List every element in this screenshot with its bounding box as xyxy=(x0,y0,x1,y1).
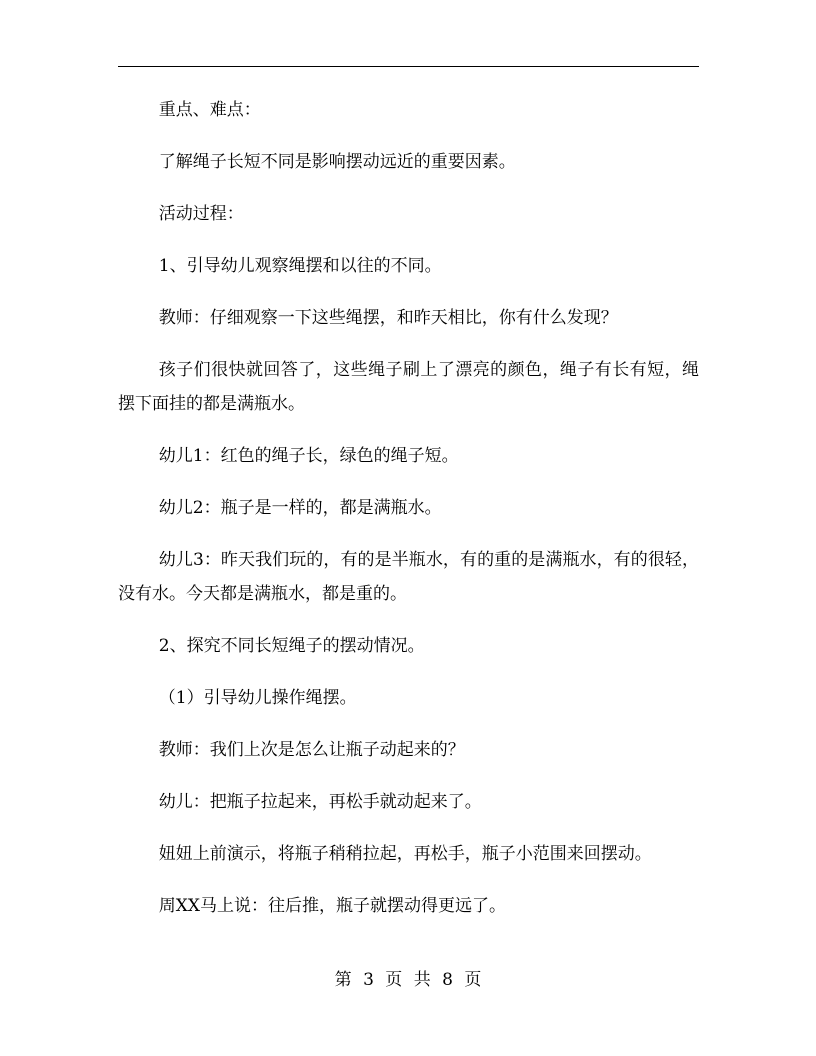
paragraph-teacher-question-2: 教师：我们上次是怎么让瓶子动起来的？ xyxy=(158,740,465,760)
paragraph-teacher-question-1: 教师：仔细观察一下这些绳摆，和昨天相比，你有什么发现？ xyxy=(158,308,618,328)
page-number-footer: 第 3 页 共 8 页 xyxy=(334,970,482,990)
header-rule xyxy=(118,66,699,67)
paragraph-zhou-says: 周XX马上说：往后推，瓶子就摆动得更远了。 xyxy=(158,896,507,916)
paragraph-key-points: 重点、难点： xyxy=(158,100,261,120)
paragraph-demonstration: 妞妞上前演示，将瓶子稍稍拉起，再松手，瓶子小范围来回摆动。 xyxy=(158,844,652,864)
paragraph-children-answer: 孩子们很快就回答了，这些绳子刷上了漂亮的颜色，绳子有长有短，绳摆下面挂的都是满瓶水。 xyxy=(118,360,699,414)
paragraph-process-heading: 活动过程： xyxy=(158,204,244,224)
paragraph-child-1: 幼儿1：红色的绳子长，绿色的绳子短。 xyxy=(158,446,459,466)
document-body xyxy=(118,93,699,941)
paragraph-key-points-text: 了解绳子长短不同是影响摆动远近的重要因素。 xyxy=(158,152,516,172)
paragraph-child-2: 幼儿2：瓶子是一样的，都是满瓶水。 xyxy=(158,498,442,518)
paragraph-child-answer: 幼儿：把瓶子拉起来，再松手就动起来了。 xyxy=(158,792,482,812)
paragraph-child-3: 幼儿3：昨天我们玩的，有的是半瓶水，有的重的是满瓶水，有的很轻，没有水。今天都是满瓶水，都是重的。 xyxy=(118,550,699,604)
paragraph-sub-step-1: （1）引导幼儿操作绳摆。 xyxy=(158,688,357,708)
paragraph-step-1: 1、引导幼儿观察绳摆和以往的不同。 xyxy=(158,256,442,276)
paragraph-step-2: 2、探究不同长短绳子的摆动情况。 xyxy=(158,636,425,656)
